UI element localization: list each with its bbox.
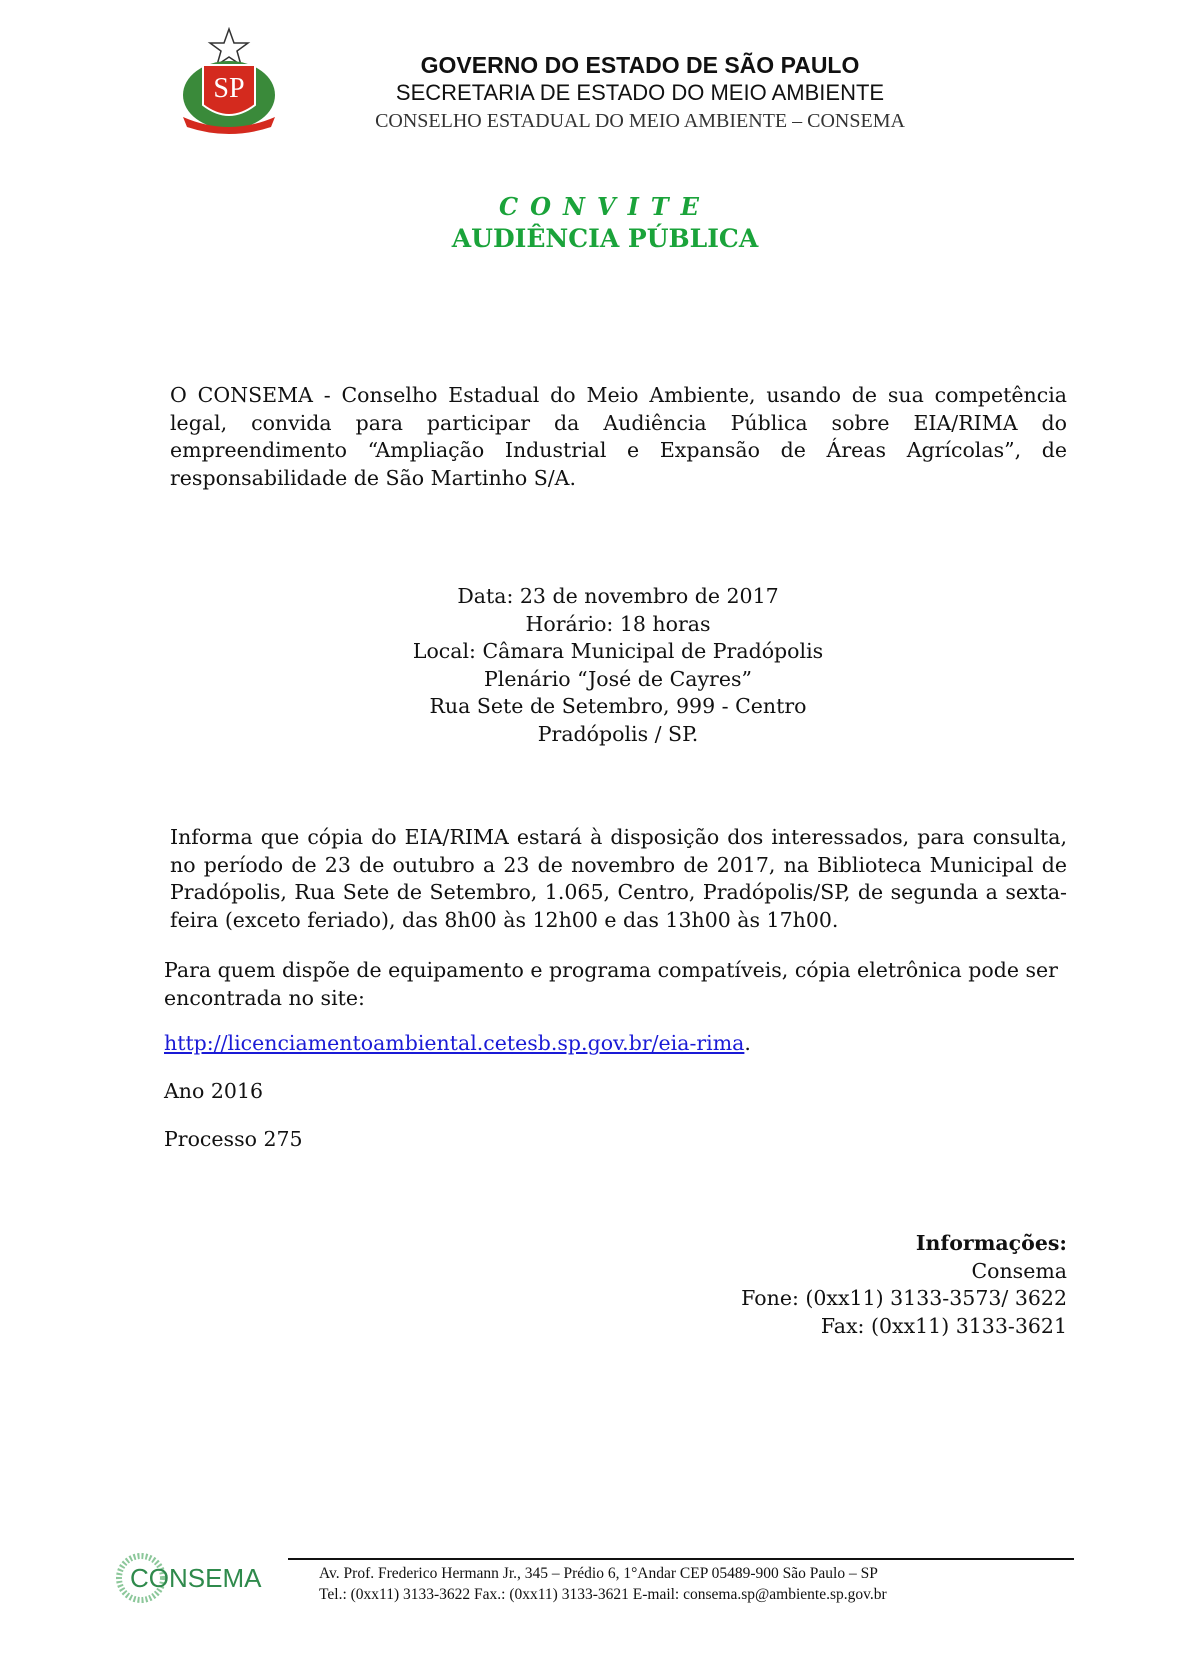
event-date: Data: 23 de novembro de 2017 (457, 584, 779, 608)
process-label: Processo 275 (164, 1127, 303, 1151)
footer-address: Av. Prof. Frederico Hermann Jr., 345 – Prédio 6, 1°Andar CEP 05489-900 São Paulo – SP (319, 1565, 878, 1582)
event-details (318, 583, 918, 748)
event-street: Rua Sete de Setembro, 999 - Centro (429, 694, 807, 718)
link-suffix: . (744, 1031, 751, 1055)
year-label: Ano 2016 (164, 1079, 264, 1103)
info-fax: Fax: (0xx11) 3133-3621 (820, 1313, 1067, 1338)
sao-paulo-coat-of-arms-logo (177, 27, 281, 137)
footer-divider (288, 1558, 1074, 1560)
invitation-title: CONVITE (499, 192, 711, 221)
svg-text:SP: SP (213, 73, 245, 104)
consema-logo: CONSEMA (116, 1553, 271, 1603)
event-city: Pradópolis / SP. (537, 721, 699, 746)
website-line (164, 1030, 751, 1058)
event-time: Horário: 18 horas (525, 611, 711, 636)
header-council: CONSELHO ESTADUAL DO MEIO AMBIENTE – CONSEMA (375, 110, 905, 132)
event-location: Local: Câmara Municipal de Pradópolis (412, 639, 824, 663)
electronic-copy-paragraph: Para quem dispõe de equipamento e programa compatíveis, cópia eletrônica pode ser encontrada no site: (164, 958, 1058, 1010)
header-government: GOVERNO DO ESTADO DE SÃO PAULO (420, 52, 860, 78)
footer-contact: Tel.: (0xx11) 3133-3622 Fax.: (0xx11) 3133-3621 E-mail: consema.sp@ambiente.sp.gov.br (319, 1586, 887, 1603)
info-phone: Fone: (0xx11) 3133-3573/ 3622 (741, 1286, 1067, 1310)
eia-rima-link[interactable]: http://licenciamentoambiental.cetesb.sp.gov.br/eia-rima (164, 1031, 745, 1055)
header-secretariat: SECRETARIA DE ESTADO DO MEIO AMBIENTE (395, 80, 885, 105)
info-name: Consema (971, 1258, 1067, 1283)
availability-paragraph: Informa que cópia do EIA/RIMA estará à disposição dos interessados, para consulta, no período de 23 de outubro a 23 de novembro de 2017, na Biblioteca Municipal de Pradópolis, Rua Sete de Setembro, 1.065, Centro, Pradópolis/SP, de segunda a sexta-feira (exceto feriado), das 8h00 às 12h00 e das 13h00 às 17h00. (170, 825, 1067, 932)
hearing-title: AUDIÊNCIA PÚBLICA (451, 224, 759, 253)
event-room: Plenário “José de Cayres” (484, 666, 752, 691)
contact-info (741, 1230, 1067, 1340)
invitation-paragraph: O CONSEMA - Conselho Estadual do Meio Ambiente, usando de sua competência legal, convida para participar da Audiência Pública sobre EIA/RIMA do empreendimento “Ampliação Industrial e Expansão de Áreas Agrícolas”, de responsabilidade de São Martinho S/A. (170, 383, 1067, 490)
info-heading: Informações: (915, 1231, 1067, 1255)
